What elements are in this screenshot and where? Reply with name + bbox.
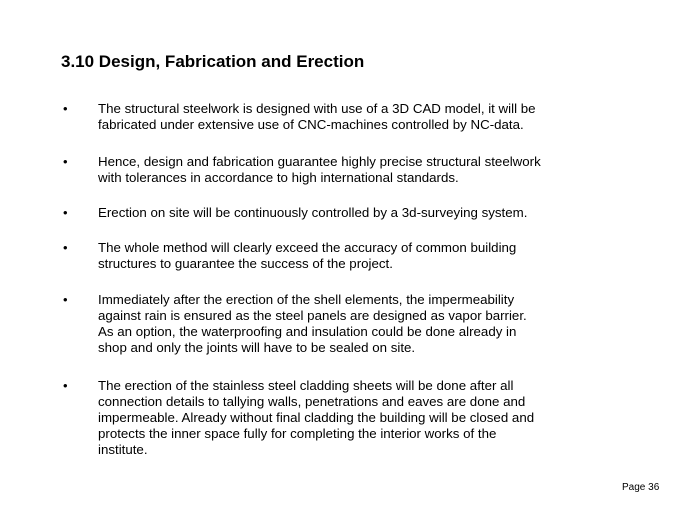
bullet-icon: • — [63, 205, 68, 220]
bullet-text: Erection on site will be continuously controlled by a 3d-surveying system. — [98, 205, 528, 220]
bullet-icon: • — [63, 154, 68, 169]
page-number: Page 36 — [622, 482, 660, 493]
bullet-text: Immediately after the erection of the shell elements, the impermeability against rain is ensured as the steel panels are designed as vapor barrier. As an option, the waterproofing and insulation could be done already in shop and only the joints will have to be sealed on site. — [98, 292, 527, 355]
bullet-text: Hence, design and fabrication guarantee highly precise structural steelwork with tolerances in accordance to high international standards. — [98, 154, 541, 185]
bullet-icon: • — [63, 101, 68, 116]
bullet-text: The whole method will clearly exceed the accuracy of common building structures to guarantee the success of the project. — [98, 240, 517, 271]
bullet-icon: • — [63, 378, 68, 393]
bullet-icon: • — [63, 292, 68, 307]
bullet-text: The structural steelwork is designed with use of a 3D CAD model, it will be fabricated under extensive use of CNC-machines controlled by NC-data. — [98, 101, 536, 132]
bullet-icon: • — [63, 240, 68, 255]
bullet-text: The erection of the stainless steel cladding sheets will be done after all connection details to tallying walls, penetrations and eaves are done and impermeable. Already without final cladding the building will be closed and protects the inner space fully for completing the interior works of the institute. — [98, 378, 535, 457]
section-title: 3.10 Design, Fabrication and Erection — [61, 52, 365, 71]
